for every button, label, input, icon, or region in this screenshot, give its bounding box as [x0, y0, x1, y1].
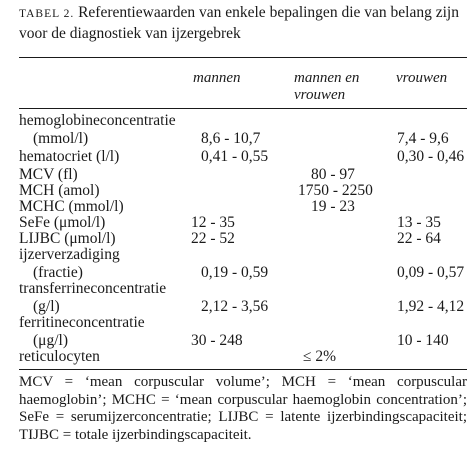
row-label-mchc: MCHC (mmol/l): [19, 198, 124, 215]
header-rule: [19, 108, 467, 109]
cell-lijbc-vrouwen: 22 - 64: [397, 230, 441, 247]
cell-lijbc-mannen: 22 - 52: [191, 230, 235, 247]
cell-tf-vrouwen: 1,92 - 4,12: [397, 298, 465, 315]
row-label-ijzerverzadiging: ijzerverzadiging: [19, 246, 120, 263]
row-unit-transferrine: (g/l): [33, 298, 60, 315]
cell-mch-mannen-vrouwen: 1750 - 2250: [298, 182, 373, 199]
cell-hb-vrouwen: 7,4 - 9,6: [397, 130, 449, 147]
cell-sefe-mannen: 12 - 35: [191, 214, 235, 231]
row-label-mcv: MCV (fl): [19, 166, 78, 183]
cell-fer-vrouwen: 10 - 140: [397, 332, 449, 349]
cell-ijz-vrouwen: 0,09 - 0,57: [397, 264, 465, 281]
row-label-hematocriet: hematocriet (l/l): [19, 148, 120, 165]
col-header-vrouwen-sub: vrouwen: [294, 87, 346, 103]
cell-ht-vrouwen: 0,30 - 0,46: [397, 148, 465, 165]
cell-hb-mannen: 8,6 - 10,7: [201, 130, 261, 147]
col-header-vrouwen: vrouwen: [396, 70, 448, 86]
cell-ht-mannen: 0,41 - 0,55: [201, 148, 269, 165]
row-label-mch: MCH (amol): [19, 182, 100, 199]
row-label-hemoglobine: hemoglobineconcentratie: [19, 112, 176, 129]
cell-tf-mannen: 2,12 - 3,56: [201, 298, 269, 315]
row-label-ferritine: ferritineconcentratie: [19, 314, 145, 331]
row-label-sefe: SeFe (μmol/l): [19, 214, 106, 231]
row-label-lijbc: LIJBC (μmol/l): [19, 230, 116, 247]
table-title: Referentiewaarden van enkele bepalingen die van belang zijn voor de diagnostiek van ijzergebrek: [19, 4, 459, 42]
table-number: TABEL 2.: [19, 8, 75, 20]
cell-fer-mannen: 30 - 248: [191, 332, 243, 349]
col-header-mannen-en: mannen en: [294, 70, 360, 86]
bottom-rule: [19, 369, 467, 370]
cell-mchc-mannen-vrouwen: 19 - 23: [311, 198, 355, 215]
col-header-mannen: mannen: [193, 70, 241, 86]
row-unit-ijzerverzadiging: (fractie): [33, 264, 83, 281]
cell-ret-mannen-vrouwen: ≤ 2%: [303, 348, 337, 365]
row-label-reticulocyten: reticulocyten: [19, 348, 100, 365]
cell-sefe-vrouwen: 13 - 35: [397, 214, 441, 231]
table-footnote: MCV = ‘mean corpuscular volume’; MCH = ‘mean corpuscular haemoglobin’; MCHC = ‘mean corpuscular haemoglobin concentration’; SeFe = serumijzerconcentratie; LIJBC = latente ijzerbindingscapaciteit; TIJBC = totale ijzerbindingscapaciteit.: [19, 374, 467, 444]
row-unit-hemoglobine: (mmol/l): [33, 130, 89, 147]
row-label-transferrine: transferrineconcentratie: [19, 280, 167, 297]
table-caption: [19, 3, 469, 43]
row-unit-ferritine: (μg/l): [33, 332, 68, 349]
cell-mcv-mannen-vrouwen: 80 - 97: [311, 166, 355, 183]
cell-ijz-mannen: 0,19 - 0,59: [201, 264, 269, 281]
top-rule: [19, 57, 467, 58]
